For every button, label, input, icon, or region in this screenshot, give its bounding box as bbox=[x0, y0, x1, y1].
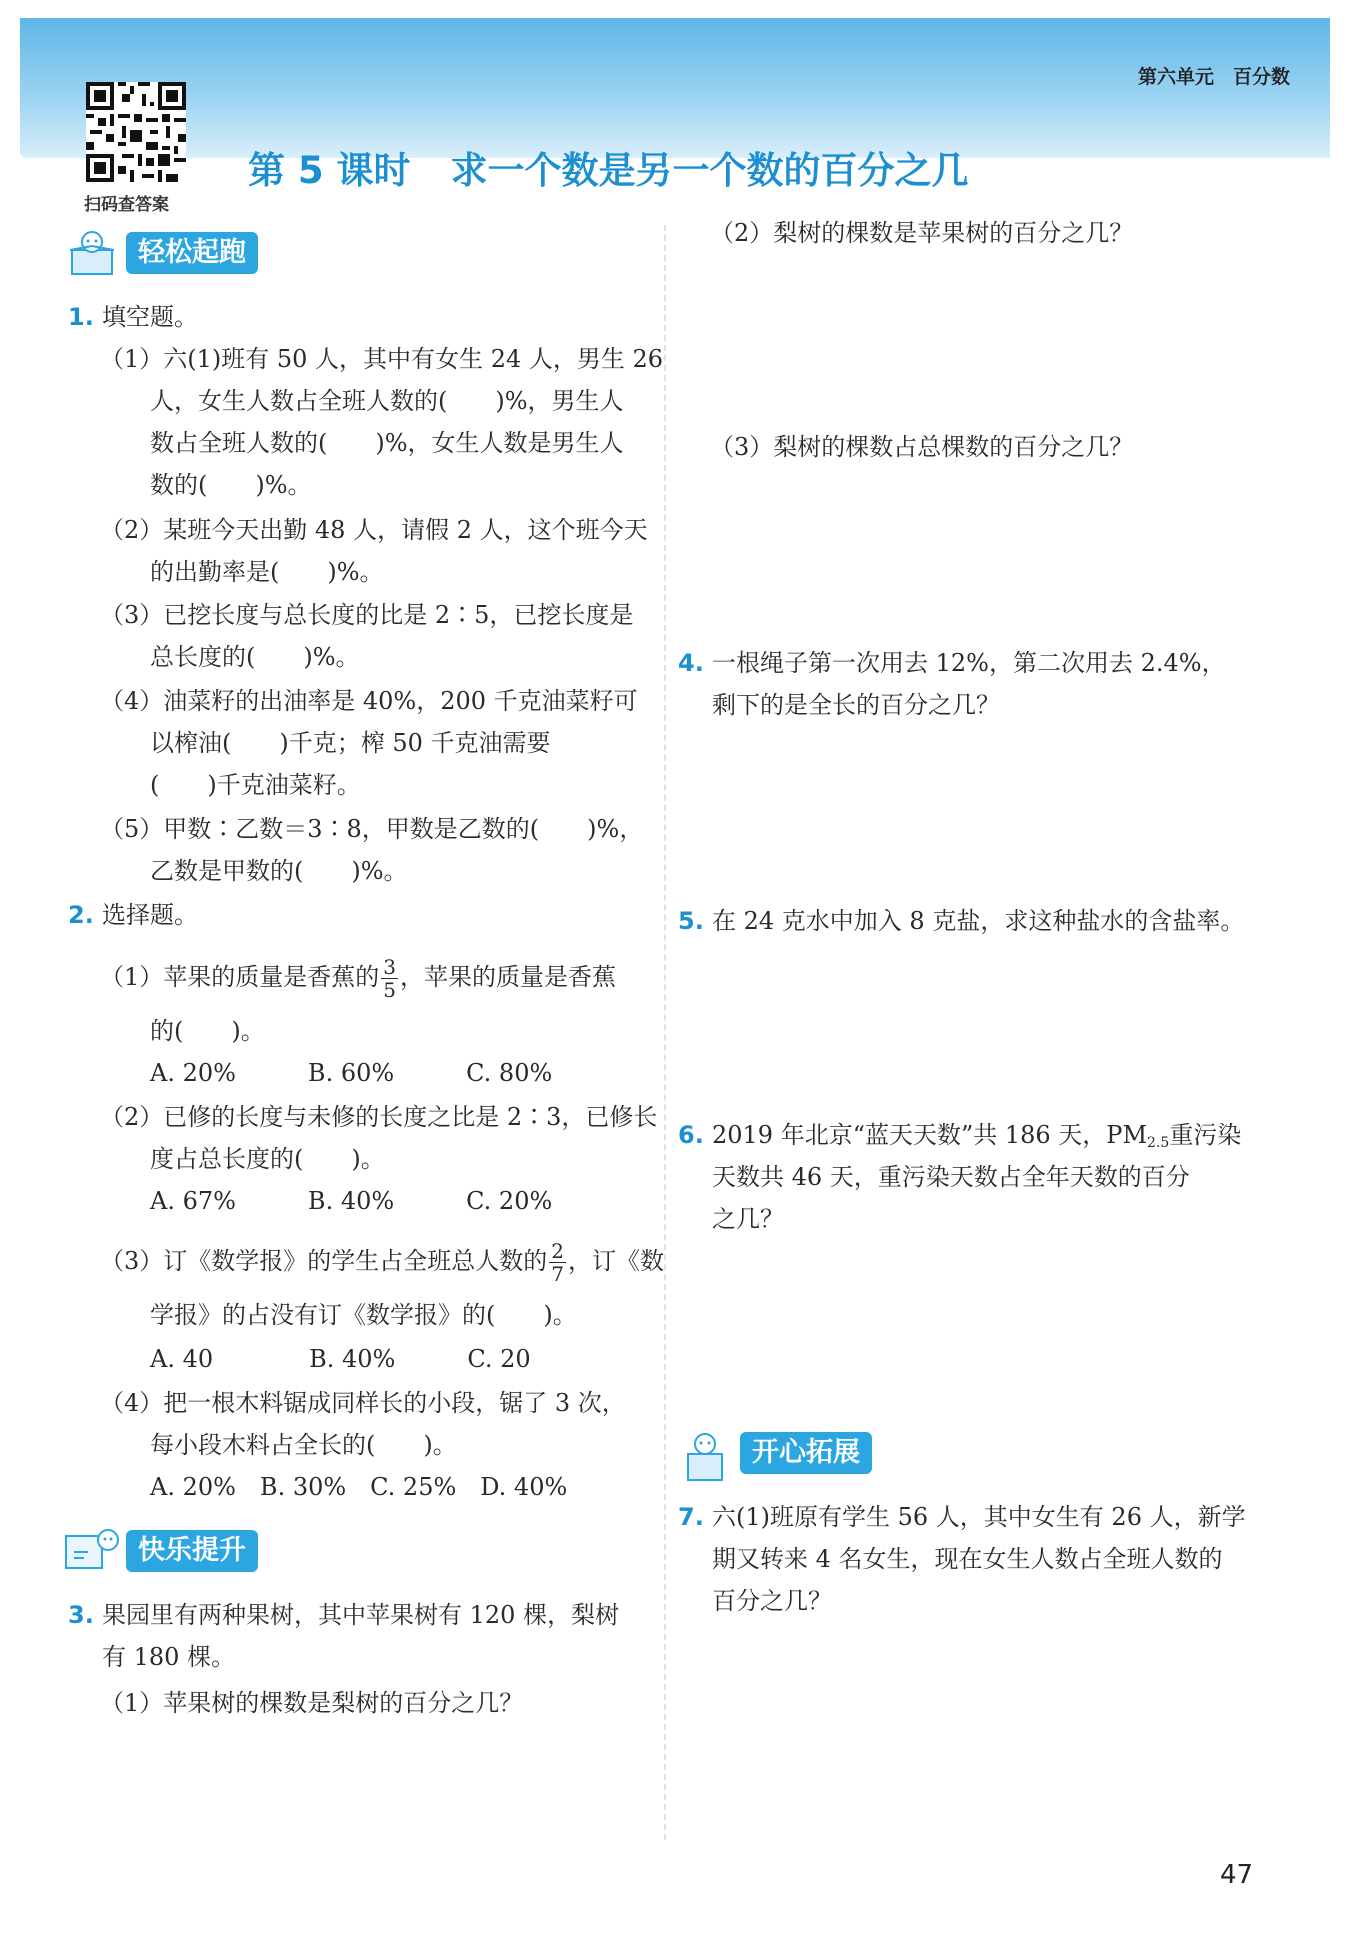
answer-options: A. 20% B. 30% C. 25% D. 40% bbox=[150, 1473, 568, 1501]
text-line: （3）已挖长度与总长度的比是 2∶5，已挖长度是 bbox=[100, 601, 634, 629]
section-badge-extend bbox=[676, 1428, 906, 1476]
text-line: （2）已修的长度与未修的长度之比是 2∶3，已修长 bbox=[100, 1103, 658, 1131]
text-line: 度占总长度的( )。 bbox=[150, 1145, 385, 1173]
question-7: 7. 六(1)班原有学生 56 人，其中女生有 26 人，新学 bbox=[678, 1503, 1246, 1531]
question-5: 5. 在 24 克水中加入 8 克盐，求这种盐水的含盐率。 bbox=[678, 907, 1245, 935]
text-line: 之几？ bbox=[712, 1205, 784, 1233]
text-line: （2）梨树的棵数是苹果树的百分之几？ bbox=[710, 219, 1134, 247]
question-4: 4. 一根绳子第一次用去 12%，第二次用去 2.4%， bbox=[678, 649, 1226, 677]
lesson-number: 第 5 课时 bbox=[248, 149, 411, 192]
section-title: 快乐提升 bbox=[126, 1530, 258, 1572]
header-banner bbox=[20, 18, 1330, 158]
text-line: 百分之几？ bbox=[712, 1587, 832, 1615]
unit-label: 第六单元 百分数 bbox=[1137, 66, 1290, 88]
section-badge-improve bbox=[62, 1526, 292, 1574]
text-line: 有 180 棵。 bbox=[102, 1643, 236, 1671]
section-title: 轻松起跑 bbox=[126, 232, 258, 274]
text-line: 每小段木料占全长的( )。 bbox=[150, 1431, 457, 1459]
question-2: 2. 选择题。 bbox=[68, 901, 198, 929]
answer-options: A. 20% B. 60% C. 80% bbox=[150, 1059, 553, 1087]
text-line: （2）某班今天出勤 48 人，请假 2 人，这个班今天 bbox=[100, 516, 648, 544]
text-line: 剩下的是全长的百分之几？ bbox=[712, 691, 1000, 719]
text-line: 数的( )%。 bbox=[150, 471, 312, 499]
fraction: $\frac{3}{5}$ bbox=[383, 955, 397, 1002]
text-line: 的( )。 bbox=[150, 1017, 265, 1045]
fraction: $\frac{2}{7}$ bbox=[551, 1239, 565, 1286]
text-line: （4）油菜籽的出油率是 40%，200 千克油菜籽可 bbox=[100, 687, 638, 715]
lesson-title bbox=[248, 140, 969, 194]
text-line: （1）六(1)班有 50 人，其中有女生 24 人，男生 26 bbox=[100, 345, 664, 373]
text-line: 学报》的占没有订《数学报》的( )。 bbox=[150, 1301, 577, 1329]
kid-board-icon bbox=[62, 1526, 130, 1576]
text-line: （3）订《数学报》的学生占全班总人数的 $\frac{2}{7}$ ，订《数 bbox=[100, 1239, 665, 1286]
answer-options: A. 40 B. 40% C. 20 bbox=[150, 1345, 531, 1373]
qr-code-icon[interactable] bbox=[86, 82, 186, 182]
text-line: 总长度的( )%。 bbox=[150, 643, 360, 671]
column-divider bbox=[664, 225, 666, 1840]
section-badge-warmup bbox=[62, 228, 282, 276]
text-line: 以榨油( )千克；榨 50 千克油需要 bbox=[150, 729, 551, 757]
page-number: 47 bbox=[1220, 1860, 1254, 1890]
question-1: 1. 填空题。 bbox=[68, 303, 198, 331]
text-line: 数占全班人数的( )%，女生人数是男生人 bbox=[150, 429, 624, 457]
text-line: （4）把一根木料锯成同样长的小段，锯了 3 次， bbox=[100, 1389, 626, 1417]
qr-caption: 扫码查答案 bbox=[84, 195, 169, 215]
text-line: ( )千克油菜籽。 bbox=[150, 771, 361, 799]
text-line: （3）梨树的棵数占总棵数的百分之几？ bbox=[710, 433, 1134, 461]
text-line: 人，女生人数占全班人数的( )%，男生人 bbox=[150, 387, 624, 415]
question-3: 3. 果园里有两种果树，其中苹果树有 120 棵，梨树 bbox=[68, 1601, 620, 1629]
answer-options: A. 67% B. 40% C. 20% bbox=[150, 1187, 553, 1215]
question-6: 6. 2019 年北京“蓝天天数”共 186 天，$PM_{2.5}$重污染 bbox=[678, 1121, 1242, 1151]
text-line: 期又转来 4 名女生，现在女生人数占全班人数的 bbox=[712, 1545, 1223, 1573]
lesson-topic: 求一个数是另一个数的百分之几 bbox=[450, 149, 969, 192]
kid-box-icon bbox=[62, 228, 130, 278]
section-title: 开心拓展 bbox=[740, 1432, 872, 1474]
text-line: 天数共 46 天，重污染天数占全年天数的百分 bbox=[712, 1163, 1190, 1191]
kid-box-icon bbox=[676, 1428, 744, 1486]
text-line: （1）苹果树的棵数是梨树的百分之几？ bbox=[100, 1689, 524, 1717]
text-line: （5）甲数∶乙数＝3∶8，甲数是乙数的( )%， bbox=[100, 815, 644, 843]
text-line: 的出勤率是( )%。 bbox=[150, 558, 384, 586]
text-line: （1）苹果的质量是香蕉的 $\frac{3}{5}$ ，苹果的质量是香蕉 bbox=[100, 955, 617, 1002]
text-line: 乙数是甲数的( )%。 bbox=[150, 857, 408, 885]
